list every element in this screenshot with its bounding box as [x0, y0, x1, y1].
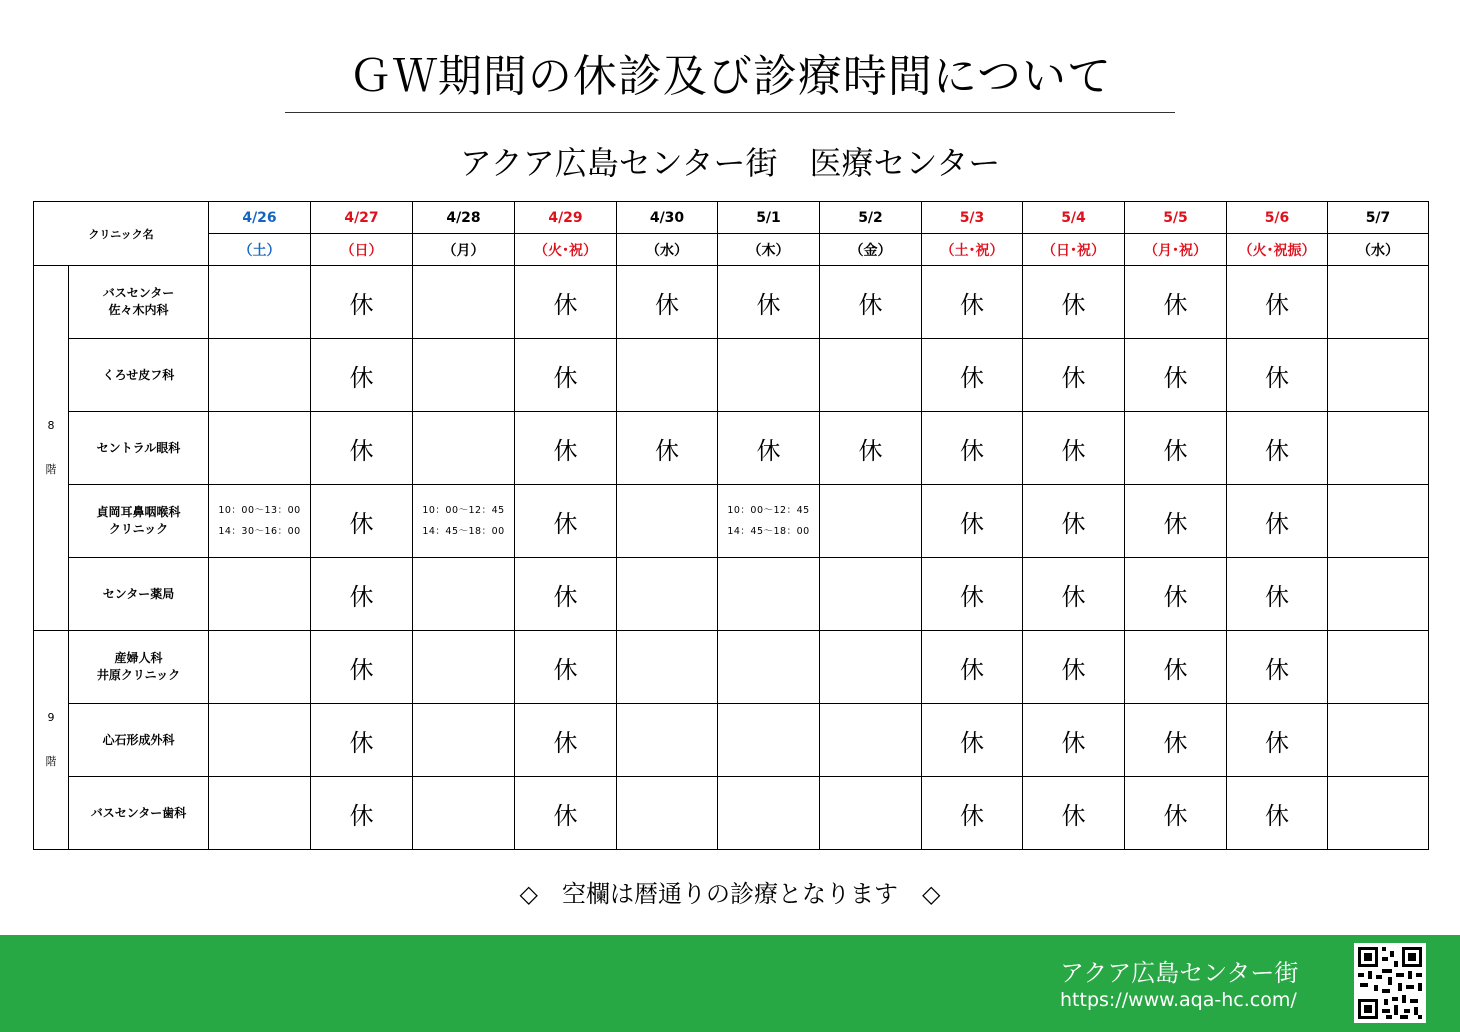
hours-text: 10：00～12：45 — [727, 505, 810, 516]
empty-cell — [1328, 777, 1429, 850]
date-header: 5/2 — [820, 202, 922, 234]
hours-text: 14：45～18：00 — [727, 526, 810, 537]
closed-cell: 休 — [1023, 339, 1125, 412]
closed-cell: 休 — [922, 558, 1023, 631]
empty-cell — [209, 339, 311, 412]
closed-cell: 休 — [1125, 412, 1227, 485]
closed-cell: 休 — [1227, 266, 1328, 339]
closed-cell: 休 — [1023, 485, 1125, 558]
closed-cell: 休 — [1227, 412, 1328, 485]
closed-cell: 休 — [1023, 631, 1125, 704]
footer-url-link[interactable]: https://www.aqa-hc.com/ — [1060, 989, 1297, 1011]
empty-cell — [617, 631, 718, 704]
empty-cell — [718, 631, 820, 704]
clinic-name — [69, 631, 209, 704]
clinic-name — [69, 704, 209, 777]
closed-cell: 休 — [515, 485, 617, 558]
closed-cell: 休 — [1023, 777, 1125, 850]
closed-cell: 休 — [1023, 704, 1125, 777]
closed-cell: 休 — [311, 777, 413, 850]
hours-text: 10：00～12：45 — [422, 505, 505, 516]
table-row — [34, 339, 1429, 412]
closed-cell: 休 — [515, 412, 617, 485]
floor-kai: 階 — [45, 463, 57, 476]
table-row — [34, 777, 1429, 850]
empty-cell — [617, 558, 718, 631]
empty-cell — [820, 485, 922, 558]
hours-cell — [413, 485, 515, 558]
date-header: 5/7 — [1328, 202, 1429, 234]
empty-cell — [209, 412, 311, 485]
hours-text: 14：45～18：00 — [422, 526, 505, 537]
floor-number: 8 — [47, 419, 55, 432]
weekday-header: （火･祝振） — [1227, 234, 1328, 266]
clinic-name — [69, 558, 209, 631]
title-divider — [285, 112, 1175, 113]
closed-cell: 休 — [1227, 631, 1328, 704]
closed-cell: 休 — [1023, 266, 1125, 339]
closed-cell: 休 — [922, 412, 1023, 485]
date-header: 4/29 — [515, 202, 617, 234]
clinic-name-header: クリニック名 — [34, 202, 209, 266]
note-text: ◇ 空欄は暦通りの診療となります ◇ — [519, 880, 941, 908]
closed-cell: 休 — [1227, 485, 1328, 558]
weekday-header: （金） — [820, 234, 922, 266]
closed-cell: 休 — [311, 558, 413, 631]
closed-cell: 休 — [515, 631, 617, 704]
closed-cell: 休 — [1125, 777, 1227, 850]
weekday-header: （水） — [1328, 234, 1429, 266]
closed-cell: 休 — [515, 777, 617, 850]
empty-cell — [820, 558, 922, 631]
empty-cell — [617, 704, 718, 777]
closed-cell: 休 — [1227, 777, 1328, 850]
table-row — [34, 266, 1429, 339]
header-row-weekdays — [34, 234, 1429, 266]
empty-cell — [718, 777, 820, 850]
empty-cell — [1328, 412, 1429, 485]
closed-cell: 休 — [617, 266, 718, 339]
closed-cell: 休 — [311, 704, 413, 777]
footer-site-name: アクア広島センター街 — [1060, 959, 1299, 987]
hours-cell — [209, 485, 311, 558]
empty-cell — [718, 704, 820, 777]
floor-kai: 階 — [45, 755, 57, 768]
empty-cell — [617, 339, 718, 412]
closed-cell: 休 — [718, 266, 820, 339]
empty-cell — [413, 777, 515, 850]
clinic-name-line: 心石形成外科 — [102, 732, 175, 747]
date-header: 5/1 — [718, 202, 820, 234]
closed-cell: 休 — [1023, 558, 1125, 631]
closed-cell: 休 — [820, 412, 922, 485]
clinic-name — [69, 777, 209, 850]
empty-cell — [617, 777, 718, 850]
hours-text: 10：00～13：00 — [218, 505, 301, 516]
clinic-name-line: 貞岡耳鼻咽喉科 — [96, 505, 181, 519]
empty-cell — [413, 266, 515, 339]
closed-cell: 休 — [311, 266, 413, 339]
closed-cell: 休 — [922, 631, 1023, 704]
empty-cell — [209, 777, 311, 850]
closed-cell: 休 — [311, 339, 413, 412]
closed-cell: 休 — [515, 339, 617, 412]
closed-cell: 休 — [922, 339, 1023, 412]
date-header: 5/6 — [1227, 202, 1328, 234]
closed-cell: 休 — [1125, 339, 1227, 412]
empty-cell — [413, 558, 515, 631]
closed-cell: 休 — [922, 704, 1023, 777]
weekday-header: （水） — [617, 234, 718, 266]
clinic-name-line: くろせ皮フ科 — [102, 367, 175, 382]
empty-cell — [1328, 704, 1429, 777]
empty-cell — [1328, 485, 1429, 558]
closed-cell: 休 — [922, 266, 1023, 339]
table-row — [34, 412, 1429, 485]
closed-cell: 休 — [1125, 631, 1227, 704]
date-header: 5/5 — [1125, 202, 1227, 234]
floor-number: 9 — [47, 711, 55, 724]
empty-cell — [413, 339, 515, 412]
closed-cell: 休 — [515, 266, 617, 339]
page-title: ＧＷ期間の休診及び診療時間について — [347, 51, 1113, 102]
clinic-name-line: バスセンター — [102, 286, 175, 300]
closed-cell: 休 — [1125, 558, 1227, 631]
table-row — [34, 631, 1429, 704]
table-row — [34, 485, 1429, 558]
closed-cell: 休 — [515, 558, 617, 631]
closed-cell: 休 — [922, 777, 1023, 850]
clinic-name — [69, 485, 209, 558]
clinic-name-line: バスセンター歯科 — [90, 805, 187, 820]
date-header: 4/27 — [311, 202, 413, 234]
table-row — [34, 704, 1429, 777]
empty-cell — [820, 704, 922, 777]
floor-label — [34, 266, 69, 631]
closed-cell: 休 — [311, 412, 413, 485]
empty-cell — [820, 631, 922, 704]
schedule-table — [33, 201, 1429, 850]
closed-cell: 休 — [820, 266, 922, 339]
table-row — [34, 558, 1429, 631]
empty-cell — [413, 412, 515, 485]
closed-cell: 休 — [311, 485, 413, 558]
footer-bar — [0, 935, 1460, 1032]
empty-cell — [718, 339, 820, 412]
empty-cell — [209, 558, 311, 631]
weekday-header: （木） — [718, 234, 820, 266]
weekday-header: （日･祝） — [1023, 234, 1125, 266]
empty-cell — [718, 558, 820, 631]
date-header: 5/3 — [922, 202, 1023, 234]
weekday-header: （月） — [413, 234, 515, 266]
weekday-header: （土） — [209, 234, 311, 266]
clinic-name-line: クリニック — [108, 522, 169, 536]
header-row-dates — [34, 202, 1429, 234]
empty-cell — [1328, 558, 1429, 631]
hours-text: 14：30～16：00 — [218, 526, 301, 537]
empty-cell — [820, 339, 922, 412]
empty-cell — [413, 704, 515, 777]
date-header: 4/30 — [617, 202, 718, 234]
closed-cell: 休 — [1023, 412, 1125, 485]
empty-cell — [209, 631, 311, 704]
page-subtitle: アクア広島センター街 医療センター — [459, 144, 1001, 182]
weekday-header: （日） — [311, 234, 413, 266]
empty-cell — [413, 631, 515, 704]
closed-cell: 休 — [1125, 485, 1227, 558]
clinic-name — [69, 339, 209, 412]
empty-cell — [1328, 339, 1429, 412]
empty-cell — [209, 266, 311, 339]
clinic-name-line: センター薬局 — [102, 586, 175, 601]
closed-cell: 休 — [311, 631, 413, 704]
closed-cell: 休 — [1227, 558, 1328, 631]
closed-cell: 休 — [617, 412, 718, 485]
closed-cell: 休 — [1227, 704, 1328, 777]
closed-cell: 休 — [1125, 704, 1227, 777]
closed-cell: 休 — [1227, 339, 1328, 412]
empty-cell — [209, 704, 311, 777]
empty-cell — [820, 777, 922, 850]
empty-cell — [1328, 266, 1429, 339]
hours-cell — [718, 485, 820, 558]
date-header: 4/26 — [209, 202, 311, 234]
closed-cell: 休 — [1125, 266, 1227, 339]
clinic-name — [69, 412, 209, 485]
closed-cell: 休 — [718, 412, 820, 485]
floor-label — [34, 631, 69, 850]
closed-cell: 休 — [515, 704, 617, 777]
clinic-name-line: 佐々木内科 — [108, 303, 169, 317]
weekday-header: （月･祝） — [1125, 234, 1227, 266]
clinic-name-line: 井原クリニック — [96, 668, 181, 682]
closed-cell: 休 — [922, 485, 1023, 558]
qr-code-icon — [1354, 943, 1426, 1023]
clinic-name-line: 産婦人科 — [114, 651, 163, 665]
clinic-name — [69, 266, 209, 339]
weekday-header: （土･祝） — [922, 234, 1023, 266]
clinic-name-line: セントラル眼科 — [96, 440, 181, 455]
empty-cell — [617, 485, 718, 558]
empty-cell — [1328, 631, 1429, 704]
weekday-header: （火･祝） — [515, 234, 617, 266]
date-header: 5/4 — [1023, 202, 1125, 234]
date-header: 4/28 — [413, 202, 515, 234]
